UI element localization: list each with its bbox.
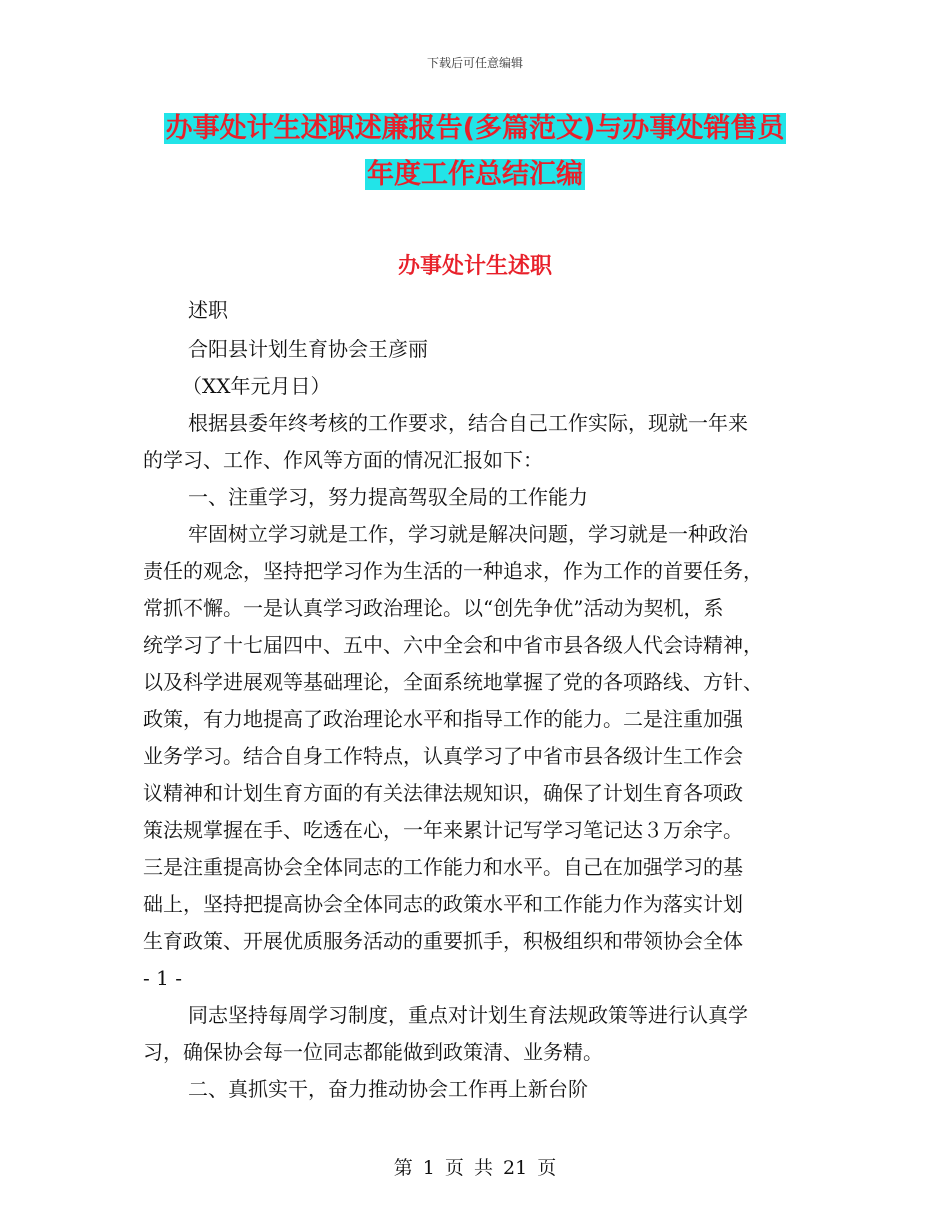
text-line: 根据县委年终考核的工作要求，结合自己工作实际，现就一年来 xyxy=(188,411,748,435)
text-line: 牢固树立学习就是工作，学习就是解决问题，学习就是一种政治 xyxy=(188,522,748,546)
text-line: 的学习、工作、作风等方面的情况汇报如下： xyxy=(143,448,543,472)
text-line: 三是注重提高协会全体同志的工作能力和水平。自己在加强学习的基 xyxy=(143,855,743,879)
text-line: 同志坚持每周学习制度，重点对计划生育法规政策等进行认真学 xyxy=(188,1003,748,1027)
text-line: 业务学习。结合自身工作特点，认真学习了中省市县各级计生工作会 xyxy=(143,744,743,768)
text-line: 生育政策、开展优质服务活动的重要抓手，积极组织和带领协会全体 xyxy=(143,929,743,953)
text-line: 政策，有力地提高了政治理论水平和指导工作的能力。二是注重加强 xyxy=(143,707,743,731)
page-number-marker: - 1 - xyxy=(143,966,182,990)
section-title: 办事处计生述职 xyxy=(397,254,552,279)
text-line: 习，确保协会每一位同志都能做到政策清、业务精。 xyxy=(143,1040,603,1064)
text-line: 合阳县计划生育协会王彦丽 xyxy=(188,337,428,361)
text-line: 常抓不懈。一是认真学习政治理论。以“创先争优”活动为契机，系 xyxy=(143,596,724,620)
text-line: 责任的观念，坚持把学习作为生活的一种追求，作为工作的首要任务， xyxy=(143,559,763,583)
text-line: 策法规掌握在手、吃透在心，一年来累计记写学习笔记达３万余字。 xyxy=(143,818,743,842)
text-line: 述职 xyxy=(188,298,228,322)
document-title-line-2: 年度工作总结汇编 xyxy=(367,159,583,190)
document-title-line-1: 办事处计生述职述廉报告(多篇范文)与办事处销售员 xyxy=(165,113,785,144)
text-line: （XX年元月日） xyxy=(182,374,331,398)
text-line: 一、注重学习，努力提高驾驭全局的工作能力 xyxy=(188,485,588,509)
text-line: 统学习了十七届四中、五中、六中全会和中省市县各级人代会诗精神， xyxy=(143,633,763,657)
text-line: 础上，坚持把提高协会全体同志的政策水平和工作能力作为落实计划 xyxy=(143,892,743,916)
text-line: 以及科学进展观等基础理论，全面系统地掌握了党的各项路线、方针、 xyxy=(143,670,763,694)
text-line: 二、真抓实干，奋力推动协会工作再上新台阶 xyxy=(188,1077,588,1101)
text-line: 议精神和计划生育方面的有关法律法规知识，确保了计划生育各项政 xyxy=(143,781,743,805)
page-footer: 第 1 页 共 21 页 xyxy=(393,1157,557,1179)
header-note: 下载后可任意编辑 xyxy=(426,56,523,70)
